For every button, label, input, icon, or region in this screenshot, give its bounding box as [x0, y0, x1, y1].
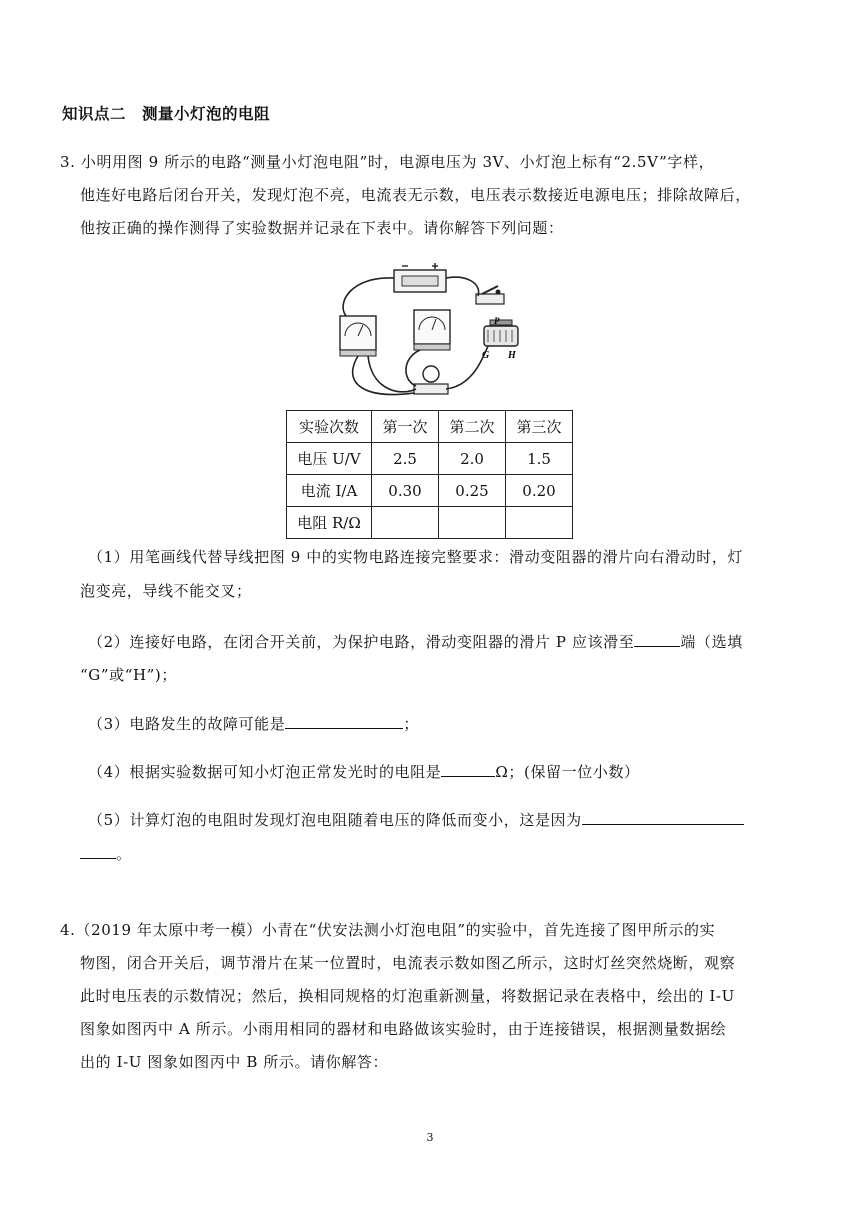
table-row-current	[287, 475, 573, 507]
rheostat-icon	[482, 316, 518, 361]
circuit-figure	[332, 262, 522, 404]
sub-question-1-line-1: （1）用笔画线代替导线把图 9 中的实物电路连接完整要求：滑动变阻器的滑片向右滑动时，灯	[88, 548, 744, 566]
circuit-illustration	[332, 262, 522, 404]
switch-icon	[476, 286, 504, 304]
sub-question-5-line-2	[80, 842, 132, 864]
table-header-row	[287, 411, 573, 443]
page-number: 3	[426, 1131, 434, 1144]
q3-line-1: 3. 小明用图 9 所示的电路“测量小灯泡电阻”时，电源电压为 3V、小灯泡上标有“2.5V”字样，	[60, 153, 715, 171]
table-row-label: 电压 U/V	[287, 443, 372, 475]
sub-question-5-text: （5）计算灯泡的电阻时发现灯泡电阻随着电压的降低而变小，这是因为	[88, 810, 582, 829]
table-header-cell: 第一次	[372, 411, 439, 443]
sub-question-3	[88, 712, 419, 734]
q4-line-4: 图象如图丙中 A 所示。小雨用相同的器材和电路做该实验时，由于连接错误，根据测量数据绘	[80, 1020, 727, 1038]
q3-line-3: 他按正确的操作测得了实验数据并记录在下表中。请你解答下列问题：	[80, 219, 564, 237]
sub-question-2-tail: 端（选填	[680, 632, 743, 651]
data-table	[286, 410, 573, 539]
table-cell: 0.25	[439, 475, 506, 507]
sub-question-1-line-2: 泡变亮，导线不能交叉；	[80, 582, 252, 600]
table-row-label: 电阻 R/Ω	[287, 507, 372, 539]
sub-question-4-text: （4）根据实验数据可知小灯泡正常发光时的电阻是	[88, 762, 442, 781]
sub-question-3-text: （3）电路发生的故障可能是	[88, 714, 286, 733]
answer-blank-5a[interactable]	[582, 808, 744, 825]
battery-icon	[394, 263, 446, 292]
table-header-cell: 第二次	[439, 411, 506, 443]
label-g: G	[482, 350, 490, 361]
table-header-cell: 实验次数	[287, 411, 372, 443]
table-cell	[506, 507, 573, 539]
section-title: 知识点二 测量小灯泡的电阻	[62, 105, 271, 123]
answer-blank-5b[interactable]	[80, 842, 116, 859]
table-cell: 0.30	[372, 475, 439, 507]
table-cell: 2.5	[372, 443, 439, 475]
table-row-voltage	[287, 443, 573, 475]
sub-question-2-text: （2）连接好电路，在闭合开关前，为保护电路，滑动变阻器的滑片 P 应该滑至	[88, 632, 635, 651]
table-cell: 0.20	[506, 475, 573, 507]
question-3	[60, 146, 820, 245]
table-row-label: 电流 I/A	[287, 475, 372, 507]
q4-line-5: 出的 I-U 图象如图丙中 B 所示。请你解答：	[80, 1053, 389, 1071]
sub-question-5-line-1	[88, 808, 744, 830]
question-4	[60, 914, 820, 1079]
answer-blank-4[interactable]	[441, 760, 495, 777]
q3-line-2: 他连好电路后闭台开关，发现灯泡不亮，电流表无示数，电压表示数接近电源电压；排除故障后，	[80, 186, 751, 204]
table-cell	[439, 507, 506, 539]
sub-question-4	[88, 760, 640, 782]
sub-question-4-tail: Ω；(保留一位小数）	[495, 762, 640, 781]
q4-line-2: 物图，闭合开关后，调节滑片在某一位置时，电流表示数如图乙所示，这时灯丝突然烧断，观察	[80, 954, 736, 972]
sub-question-3-tail: ；	[403, 714, 419, 733]
table-cell: 2.0	[439, 443, 506, 475]
label-h: H	[508, 350, 516, 361]
sub-question-2-line-2: “G”或“H”)；	[80, 666, 177, 684]
sub-question-5-tail: 。	[116, 844, 132, 863]
table-header-cell: 第三次	[506, 411, 573, 443]
bulb-icon	[414, 366, 448, 394]
table-cell	[372, 507, 439, 539]
ammeter-icon	[340, 316, 376, 356]
table-row-resistance	[287, 507, 573, 539]
label-p: P	[494, 316, 500, 326]
table-cell: 1.5	[506, 443, 573, 475]
q4-line-3: 此时电压表的示数情况；然后，换相同规格的灯泡重新测量，将数据记录在表格中，绘出的 I-U	[80, 987, 735, 1005]
sub-question-2-line-1	[88, 630, 743, 652]
answer-blank-2[interactable]	[634, 630, 680, 647]
answer-blank-3[interactable]	[285, 712, 403, 729]
q4-line-1: 4.（2019 年太原中考一模）小青在“伏安法测小灯泡电阻”的实验中，首先连接了图甲所示的实	[60, 921, 716, 939]
voltmeter-icon	[414, 310, 450, 350]
